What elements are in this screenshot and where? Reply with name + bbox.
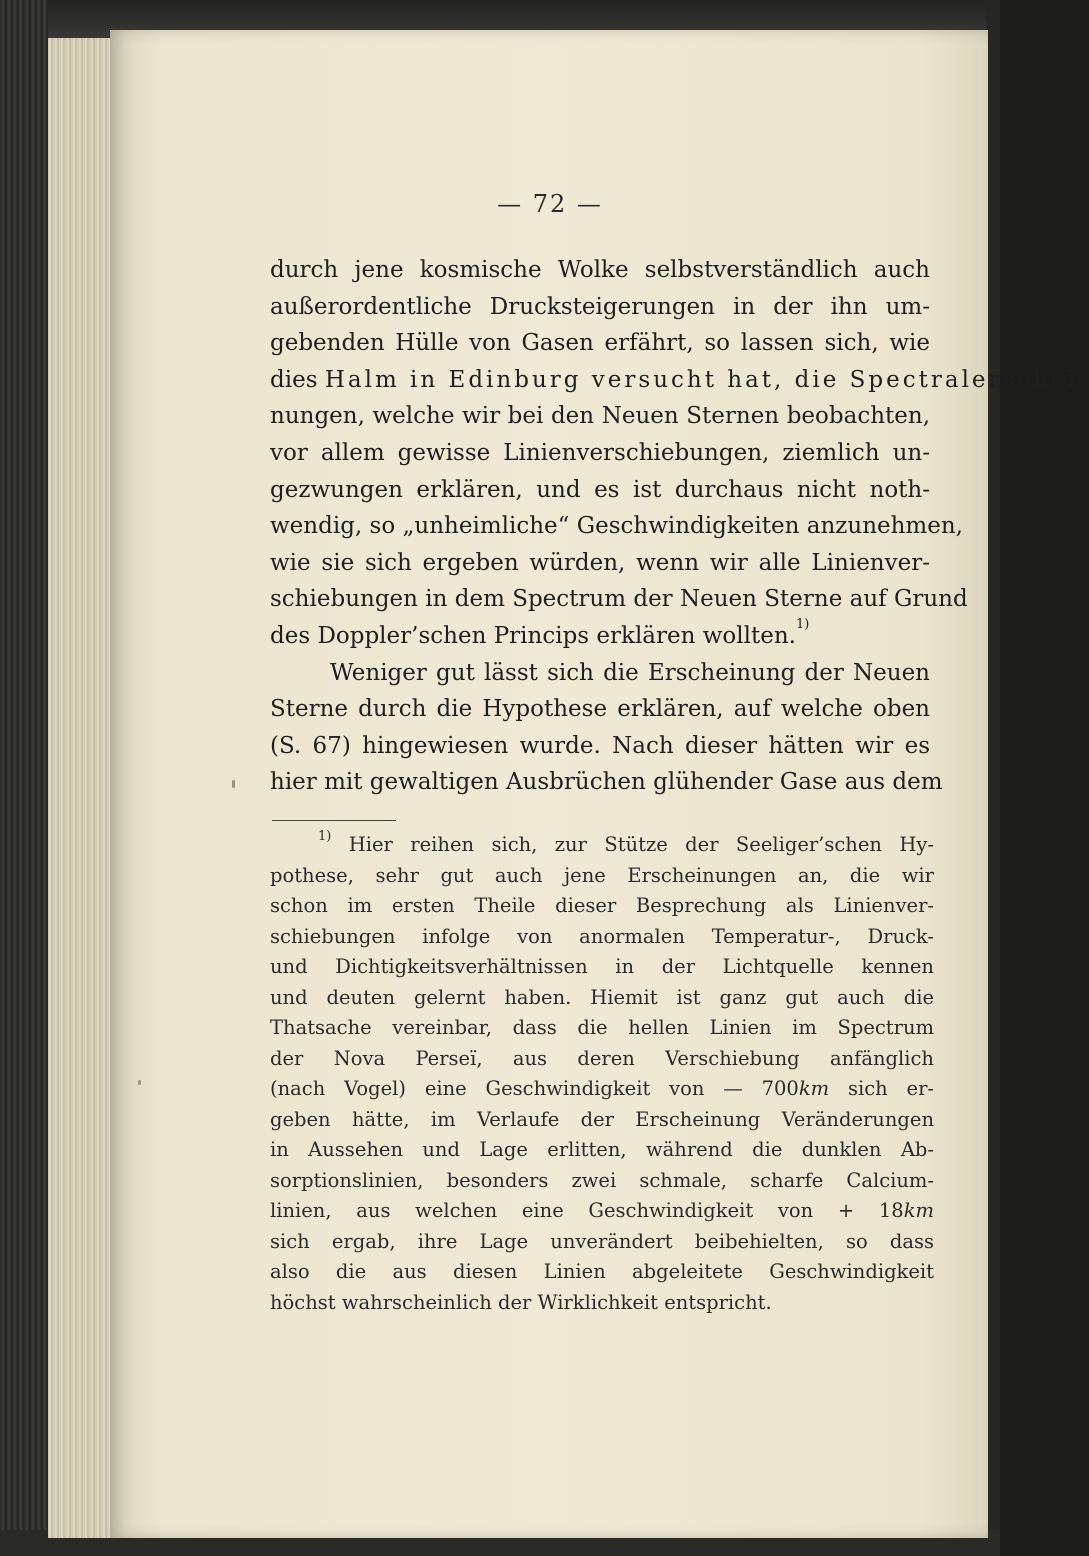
text-line: [270, 618, 930, 655]
page-number: — 72 —: [497, 190, 603, 218]
footnote: [270, 830, 934, 1318]
footnote-line: schon im ersten Theile dieser Besprechung als Linienver-: [270, 894, 934, 917]
text-line: schiebungen in dem Spectrum der Neuen Sterne auf Grund: [270, 586, 968, 613]
footnote-marker: 1): [318, 829, 332, 844]
text-line: wendig, so „unheimliche“ Geschwindigkeiten anzunehmen,: [270, 513, 963, 540]
footnote-reference: 1): [795, 616, 810, 632]
text-line: außerordentliche Drucksteigerungen in der ihn um-: [270, 293, 930, 320]
text-fragment: des Doppler’schen Princips erklären wollten.: [270, 622, 796, 649]
footnote-line: geben hätte, im Verlaufe der Erscheinung Veränderungen: [270, 1107, 934, 1131]
unit-km: km: [798, 1077, 830, 1100]
main-text: [270, 252, 1089, 801]
unit-km: km: [903, 1199, 934, 1222]
text-fragment: Hier reihen sich, zur Stütze der Seeliger’schen Hy-: [348, 833, 934, 856]
text-line: gezwungen erklären, und es ist durchaus nicht noth-: [270, 476, 930, 503]
text-line: gebenden Hülle von Gasen erfährt, so lassen sich, wie: [270, 330, 930, 357]
footnote-line: [270, 830, 934, 861]
text-line: Weniger gut lässt sich die Erscheinung der Neuen: [330, 659, 930, 686]
footnote-line: höchst wahrscheinlich der Wirklichkeit entspricht.: [270, 1290, 772, 1314]
text-fragment: Halm in Edinburg versucht hat, die Spectralerschei-: [324, 366, 1089, 393]
book-cover-right: [986, 0, 1000, 1556]
footnote-line: schiebungen infolge von anormalen Temperatur-, Druck-: [270, 924, 934, 948]
book-spine: [0, 0, 48, 1556]
footnote-line: in Aussehen und Lage erlitten, während die dunklen Ab-: [270, 1138, 934, 1161]
footnote-line: [270, 1196, 934, 1227]
page-edges: [48, 38, 118, 1538]
text-line: nungen, welche wir bei den Neuen Sternen beobachten,: [270, 403, 930, 430]
text-fragment: sich er-: [847, 1077, 934, 1100]
text-fragment: (nach Vogel) eine Geschwindigkeit von — 700: [270, 1077, 799, 1100]
footnote-line: pothese, sehr gut auch jene Erscheinungen an, die wir: [270, 863, 934, 887]
text-line: durch jene kosmische Wolke selbstverständlich auch: [270, 257, 930, 283]
text-line: [270, 362, 1089, 399]
footnote-line: und Dichtigkeitsverhältnissen in der Lichtquelle kennen: [270, 955, 934, 978]
text-line: vor allem gewisse Linienverschiebungen, ziemlich un-: [270, 439, 930, 466]
footnote-divider: [272, 820, 396, 821]
text-line: hier mit gewaltigen Ausbrüchen glühender Gase aus dem: [270, 769, 943, 796]
paper-speck: [138, 1080, 141, 1085]
footnote-line: Thatsache vereinbar, dass die hellen Linien im Spectrum: [270, 1016, 934, 1039]
text-line: wie sie sich ergeben würden, wenn wir alle Linienver-: [270, 549, 930, 576]
text-line: (S. 67) hingewiesen wurde. Nach dieser hätten wir es: [270, 732, 930, 759]
text-line: Sterne durch die Hypothese erklären, auf welche oben: [270, 696, 930, 723]
footnote-line: der Nova Perseï, aus deren Verschiebung anfänglich: [270, 1046, 934, 1070]
text-fragment: linien, aus welchen eine Geschwindigkeit von + 18: [270, 1199, 904, 1222]
footnote-line: und deuten gelernt haben. Hiemit ist ganz gut auch die: [270, 985, 934, 1009]
footnote-line: sorptionslinien, besonders zwei schmale, scharfe Calcium-: [270, 1168, 934, 1192]
footnote-line: [270, 1074, 934, 1105]
text-fragment: dies: [270, 366, 318, 393]
footnote-line: sich ergab, ihre Lage unverändert beibehielten, so dass: [270, 1229, 934, 1253]
footnote-line: also die aus diesen Linien abgeleitete Geschwindigkeit: [270, 1260, 934, 1283]
paper-speck: [232, 780, 235, 788]
